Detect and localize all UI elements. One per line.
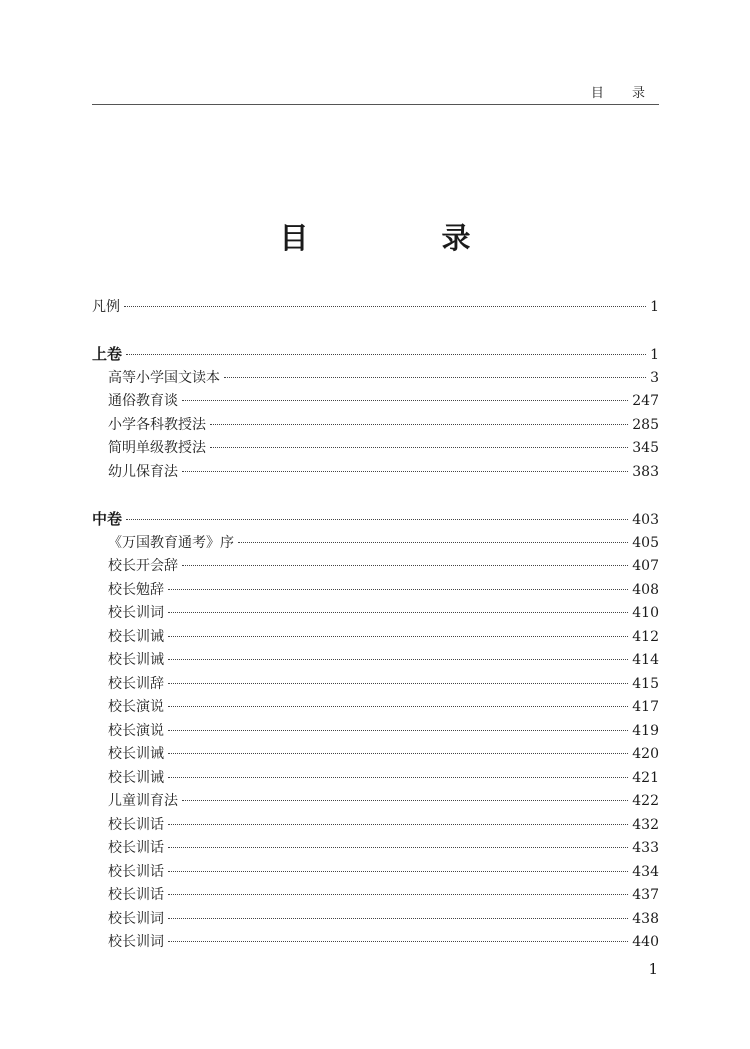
toc-entry[interactable] (92, 884, 659, 906)
toc-label: 《万国教育通考》序 (108, 535, 234, 551)
toc-page-number: 417 (632, 699, 659, 715)
toc-label: 校长演说 (108, 699, 164, 715)
toc-page-number: 247 (632, 393, 659, 409)
toc-entry[interactable] (92, 626, 659, 648)
toc-entry[interactable] (92, 696, 659, 718)
toc-page-number: 415 (632, 676, 659, 692)
toc-section-zhongjuan[interactable] (92, 508, 659, 530)
toc-entry[interactable] (92, 579, 659, 601)
toc-page-number: 420 (632, 746, 659, 762)
toc-leader (168, 706, 628, 707)
toc-entry[interactable] (92, 437, 659, 459)
toc-entry[interactable] (92, 720, 659, 742)
toc-label: 校长训话 (108, 864, 164, 880)
toc-leader (168, 589, 628, 590)
toc-label: 简明单级教授法 (108, 440, 206, 456)
toc-label: 校长训话 (108, 817, 164, 833)
toc-section-shangjuan[interactable] (92, 343, 659, 365)
toc-leader (168, 636, 628, 637)
toc-label: 校长训词 (108, 605, 164, 621)
toc-label: 通俗教育谈 (108, 393, 178, 409)
toc-label: 校长训话 (108, 840, 164, 856)
toc-entry[interactable] (92, 555, 659, 577)
toc-label: 校长演说 (108, 723, 164, 739)
toc-page-number: 414 (632, 652, 659, 668)
toc-leader (168, 941, 628, 942)
toc-page-number: 407 (632, 558, 659, 574)
toc-leader (168, 753, 628, 754)
toc-entry[interactable] (92, 743, 659, 765)
toc-label: 校长开会辞 (108, 558, 178, 574)
toc-leader (224, 377, 646, 378)
toc-leader (124, 306, 646, 307)
toc-entry[interactable] (92, 673, 659, 695)
toc-leader (168, 659, 628, 660)
toc-label: 校长训话 (108, 887, 164, 903)
toc-entry[interactable] (92, 790, 659, 812)
toc-page-number: 438 (632, 911, 659, 927)
toc-page-number: 440 (632, 934, 659, 950)
toc-page-number: 405 (632, 535, 659, 551)
toc-entry[interactable] (92, 390, 659, 412)
toc-entry[interactable] (92, 931, 659, 953)
toc-label: 幼儿保育法 (108, 464, 178, 480)
toc-section-label: 中卷 (92, 510, 123, 528)
toc-page-number: 383 (632, 464, 659, 480)
toc-leader (182, 565, 628, 566)
toc-label: 校长训词 (108, 934, 164, 950)
toc-entry[interactable] (92, 461, 659, 483)
toc-page-number: 419 (632, 723, 659, 739)
toc-label: 凡例 (92, 299, 120, 315)
running-header (92, 80, 659, 105)
running-title: 目 录 (590, 86, 657, 101)
toc-entry[interactable] (92, 414, 659, 436)
toc-leader (168, 894, 628, 895)
toc-label: 校长训诫 (108, 652, 164, 668)
toc-leader (210, 447, 628, 448)
toc-page-number: 3 (650, 370, 659, 386)
toc-page-number: 410 (632, 605, 659, 621)
toc-label: 校长训词 (108, 911, 164, 927)
toc-leader (168, 777, 628, 778)
toc-label: 校长训诫 (108, 770, 164, 786)
toc-page-number: 285 (632, 417, 659, 433)
toc-leader (126, 519, 628, 520)
toc-page-number: 437 (632, 887, 659, 903)
toc-page-number: 408 (632, 582, 659, 598)
toc-leader (168, 683, 628, 684)
toc-leader (238, 542, 628, 543)
toc-page-number: 433 (632, 840, 659, 856)
toc-section-label: 上卷 (92, 345, 123, 363)
toc-page-number: 412 (632, 629, 659, 645)
page-number: 1 (648, 960, 658, 978)
toc-entry[interactable] (92, 367, 659, 389)
toc-leader (182, 400, 628, 401)
toc-entry-fanli[interactable] (92, 296, 659, 318)
toc-label: 校长训诫 (108, 746, 164, 762)
toc-entry[interactable] (92, 908, 659, 930)
toc-entry[interactable] (92, 814, 659, 836)
toc-leader (168, 612, 628, 613)
toc-page-number: 403 (632, 512, 659, 528)
toc-entry[interactable] (92, 837, 659, 859)
toc-page-number: 1 (650, 299, 659, 315)
toc-page-number: 434 (632, 864, 659, 880)
toc-leader (168, 730, 628, 731)
toc-leader (210, 424, 628, 425)
toc-page-number: 421 (632, 770, 659, 786)
toc-label: 儿童训育法 (108, 793, 178, 809)
toc-page-number: 422 (632, 793, 659, 809)
toc-leader (126, 354, 646, 355)
toc-entry[interactable] (92, 602, 659, 624)
toc-entry[interactable] (92, 649, 659, 671)
toc-page-number: 432 (632, 817, 659, 833)
toc-leader (168, 847, 628, 848)
toc-entry[interactable] (92, 861, 659, 883)
toc-leader (182, 800, 628, 801)
toc-label: 校长训辞 (108, 676, 164, 692)
toc-leader (168, 824, 628, 825)
toc-label: 高等小学国文读本 (108, 370, 220, 386)
toc-entry[interactable] (92, 532, 659, 554)
toc-page-number: 345 (632, 440, 659, 456)
toc-leader (182, 471, 628, 472)
toc-label: 校长训诫 (108, 629, 164, 645)
toc-leader (168, 918, 628, 919)
toc-page-number: 1 (650, 347, 659, 363)
toc-entry[interactable] (92, 767, 659, 789)
toc-label: 小学各科教授法 (108, 417, 206, 433)
page-title: 目 录 (279, 221, 523, 255)
toc-label: 校长勉辞 (108, 582, 164, 598)
toc-leader (168, 871, 628, 872)
